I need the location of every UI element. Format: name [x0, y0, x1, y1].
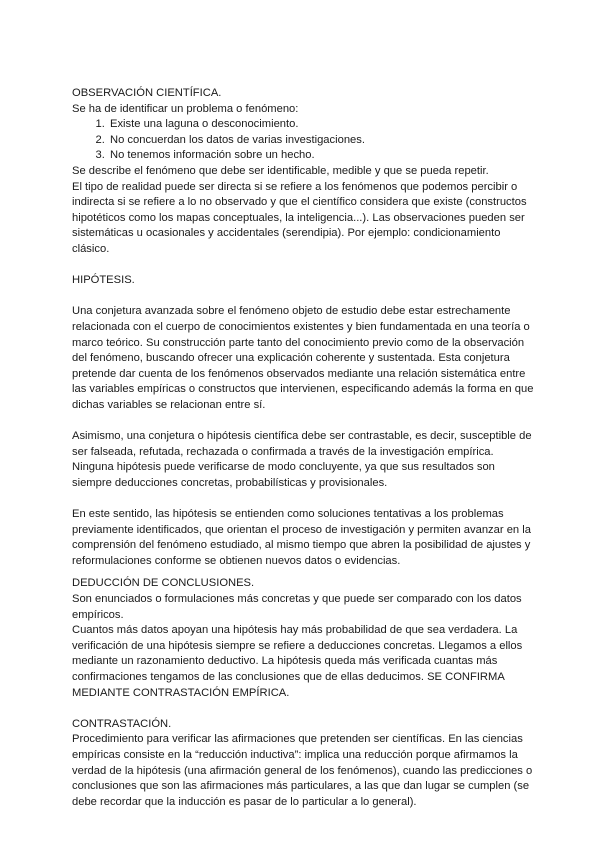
hipotesis-paragraph-1: Una conjetura avanzada sobre el fenómeno objeto de estudio debe estar estrechamente relacionada con el cuerpo de conocimientos existentes y bien fundamentada en una teoría o marco teórico. Su construcción parte tanto del conocimiento previo como de la observación del fenómeno, buscando ofrecer una explicación coherente y sustentada. Esta conjetura pretende dar cuenta de los fenómenos observados mediante una relación sistemática entre las variables empíricas o constructos que intervienen, especificando además la forma en que dichas variables se relacionan entre sí. — [72, 305, 534, 411]
deduccion-paragraph-1: Son enunciados o formulaciones más concretas y que puede ser comparado con los datos empíricos. — [72, 593, 522, 621]
section-title-hipotesis: HIPÓTESIS. — [72, 274, 135, 287]
section-title-deduccion: DEDUCCIÓN DE CONCLUSIONES. — [72, 577, 255, 590]
contrastacion-paragraph-1: Procedimiento para verificar las afirmaciones que pretenden ser científicas. En las ciencias empíricas consiste en la “reducción inductiva”: implica una reducción porque afirmamos la verdad de la hipótesis (una afirmación general de los fenómenos), cuando las predicciones o conclusiones que son las afirmaciones más particulares, a las que dan lugar se cumplen (se debe recordar que la inducción es pasar de lo particular a lo general). — [72, 733, 533, 808]
list-item: 2. No concuerdan los datos de varias investigaciones. — [108, 133, 534, 149]
section-title-observacion: OBSERVACIÓN CIENTÍFICA. — [72, 87, 222, 99]
section-contrastacion — [72, 717, 534, 811]
observacion-list — [72, 117, 534, 164]
deduccion-paragraph-2: Cuantos más datos apoyan una hipótesis hay más probabilidad de que sea verdadera. La verificación de una hipótesis siempre se refiere a deducciones concretas. Llegamos a ellos mediante un razonamiento deductivo. La hipótesis queda más verificada cuantas más confirmaciones tengamos de las conclusiones que de ellas deducimos. SE CONFIRMA MEDIANTE CONTRASTACIÓN EMPÍRICA. — [72, 624, 523, 699]
section-hipotesis — [72, 273, 534, 569]
list-item: 3. No tenemos información sobre un hecho. — [108, 148, 534, 164]
section-deduccion — [72, 576, 534, 701]
observacion-paragraph-1: Se describe el fenómeno que debe ser identificable, medible y que se pueda repetir. — [72, 164, 489, 177]
list-item: 1. Existe una laguna o desconocimiento. — [108, 117, 534, 133]
observacion-intro: Se ha de identificar un problema o fenómeno: — [72, 102, 299, 115]
hipotesis-paragraph-2: Asimismo, una conjetura o hipótesis científica debe ser contrastable, es decir, susceptible de ser falseada, refutada, rechazada o confirmada a través de la investigación empírica. Ninguna hipótesis puede verificarse de modo concluyente, ya que sus resultados son siempre deducciones concretas, probabilísticas y provisionales. — [72, 430, 532, 489]
section-title-contrastacion: CONTRASTACIÓN. — [72, 717, 172, 730]
observacion-paragraph-2: El tipo de realidad puede ser directa si se refiere a los fenómenos que podemos percibir o indirecta si se refiere a lo no observado y que el científico considera que existe (constructos hipotéticos como los mapas conceptuales, la inteligencia...). Las observaciones pueden ser sistemáticas u ocasionales y accidentales (serendipia). Por ejemplo: condicionamiento clásico. — [72, 180, 527, 255]
hipotesis-paragraph-3: En este sentido, las hipótesis se entienden como soluciones tentativas a los problemas previamente identificados, que orientan el proceso de investigación y permiten avanzar en la comprensión del fenómeno estudiado, al mismo tiempo que abren la posibilidad de ajustes y reformulaciones conforme se obtienen nuevos datos o evidencias. — [72, 508, 531, 567]
section-observacion — [72, 86, 534, 258]
document-page — [72, 86, 534, 810]
